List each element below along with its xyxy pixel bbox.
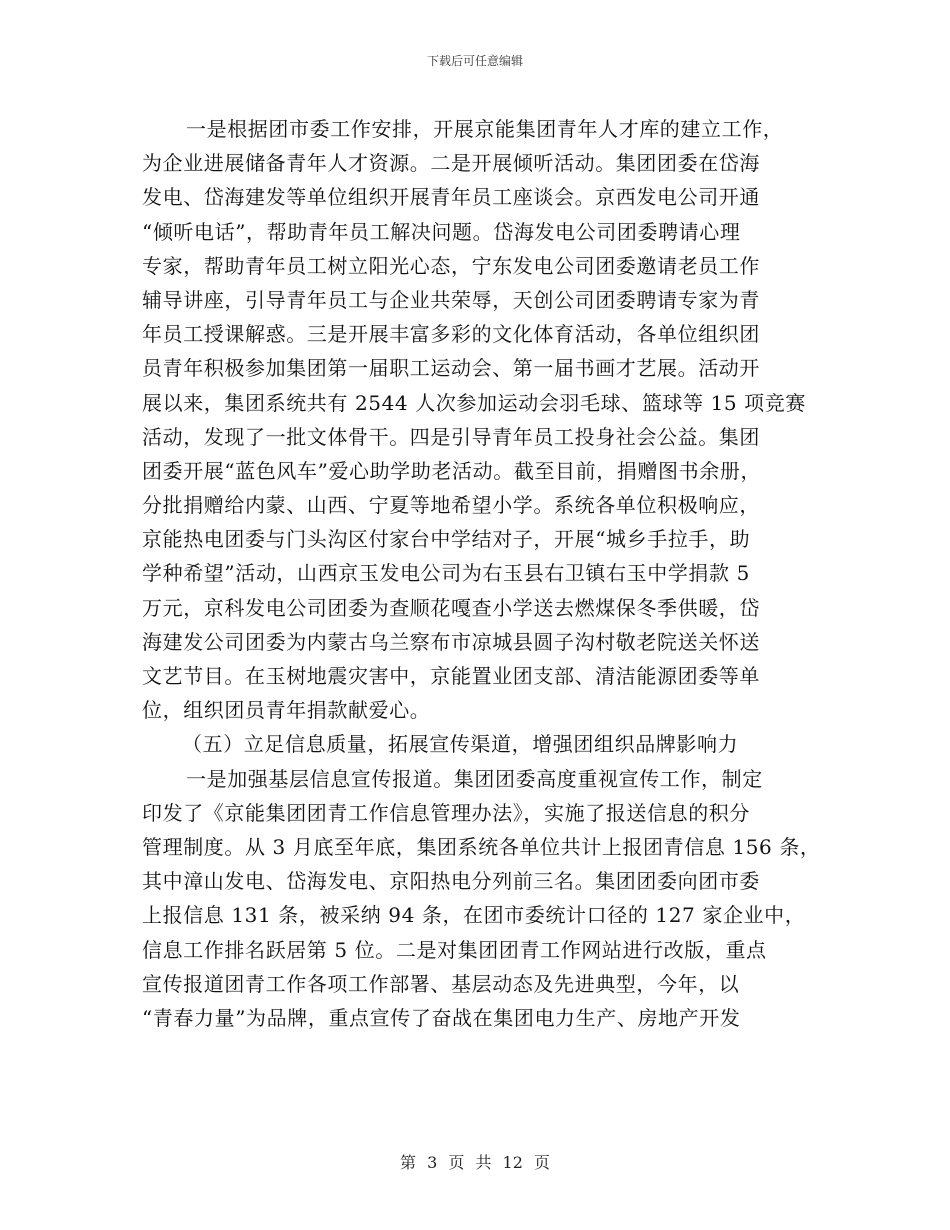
paragraph-line: 员青年积极参加集团第一届职工运动会、第一届书画才艺展。活动开: [142, 356, 760, 381]
paragraph-line: 位，组织团员青年捐款献爱心。: [142, 698, 431, 723]
paragraph-line: 宣传报道团青工作各项工作部署、基层动态及先进典型，今年，以: [142, 971, 740, 996]
paragraph-line: 万元，京科发电公司团委为查顺花嘎查小学送去燃煤保冬季供暖，岱: [142, 595, 760, 620]
paragraph-line: 专家，帮助青年员工树立阳光心态，宁东发电公司团委邀请老员工作: [142, 253, 760, 278]
paragraph-line: 分批捐赠给内蒙、山西、宁夏等地希望小学。系统各单位积极响应，: [142, 493, 760, 518]
paragraph-line: 文艺节目。在玉树地震灾害中，京能置业团支部、清洁能源团委等单: [142, 664, 760, 688]
paragraph-line: 年员工授课解惑。三是开展丰富多彩的文化体育活动，各单位组织团: [142, 322, 760, 347]
paragraph-line: 活动，发现了一批文体骨干。四是引导青年员工投身社会公益。集团: [142, 424, 760, 449]
page-number-footer: 第 3 页 共 12 页: [400, 1153, 550, 1172]
paragraph-line: 一是加强基层信息宣传报道。集团团委高度重视宣传工作，制定: [186, 766, 763, 791]
document-body: [142, 112, 822, 1035]
page-header-note: 下载后可任意编辑: [426, 54, 523, 68]
paragraph-line: 团委开展“蓝色风车”爱心助学助老活动。截至目前，捐赠图书余册，: [142, 458, 762, 483]
paragraph-line: 发电、岱海建发等单位组织开展青年员工座谈会。京西发电公司开通: [142, 185, 760, 210]
paragraph-line: 辅导讲座，引导青年员工与企业共荣辱，天创公司团委聘请专家为青: [142, 287, 760, 312]
paragraph-line: 为企业进展储备青年人才资源。二是开展倾听活动。集团团委在岱海: [142, 151, 760, 176]
paragraph-line: 海建发公司团委为内蒙古乌兰察布市凉城县圆子沟村敬老院送关怀送: [142, 629, 760, 654]
paragraph-line: 信息工作排名跃居第 5 位。二是对集团团青工作网站进行改版，重点: [142, 937, 767, 962]
paragraph-line: 一是根据团市委工作安排，开展京能集团青年人才库的建立工作，: [186, 117, 784, 141]
paragraph-line: “青春力量”为品牌，重点宣传了奋战在集团电力生产、房地产开发: [142, 1005, 741, 1030]
paragraph-line: 印发了《京能集团团青工作信息管理办法》，实施了报送信息的积分: [142, 800, 750, 825]
paragraph-line: 展以来，集团系统共有 2544 人次参加运动会羽毛球、篮球等 15 项竞赛: [142, 390, 806, 415]
paragraph-line: “倾听电话”，帮助青年员工解决问题。岱海发电公司团委聘请心理: [142, 219, 741, 244]
paragraph-line: 学种希望”活动，山西京玉发电公司为右玉县右卫镇右玉中学捐款 5: [142, 561, 750, 586]
paragraph-line: 京能热电团委与门头沟区付家台中学结对子，开展“城乡手拉手，助: [142, 527, 751, 552]
section-heading: （五）立足信息质量，拓展宣传渠道，增强团组织品牌影响力: [182, 732, 739, 757]
paragraph-line: 管理制度。从 3 月底至年底，集团系统各单位共计上报团青信息 156 条，: [142, 834, 821, 859]
paragraph-line: 上报信息 131 条，被采纳 94 条，在团市委统计口径的 127 家企业中，: [142, 903, 806, 928]
paragraph-line: 其中漳山发电、岱海发电、京阳热电分列前三名。集团团委向团市委: [142, 869, 760, 894]
